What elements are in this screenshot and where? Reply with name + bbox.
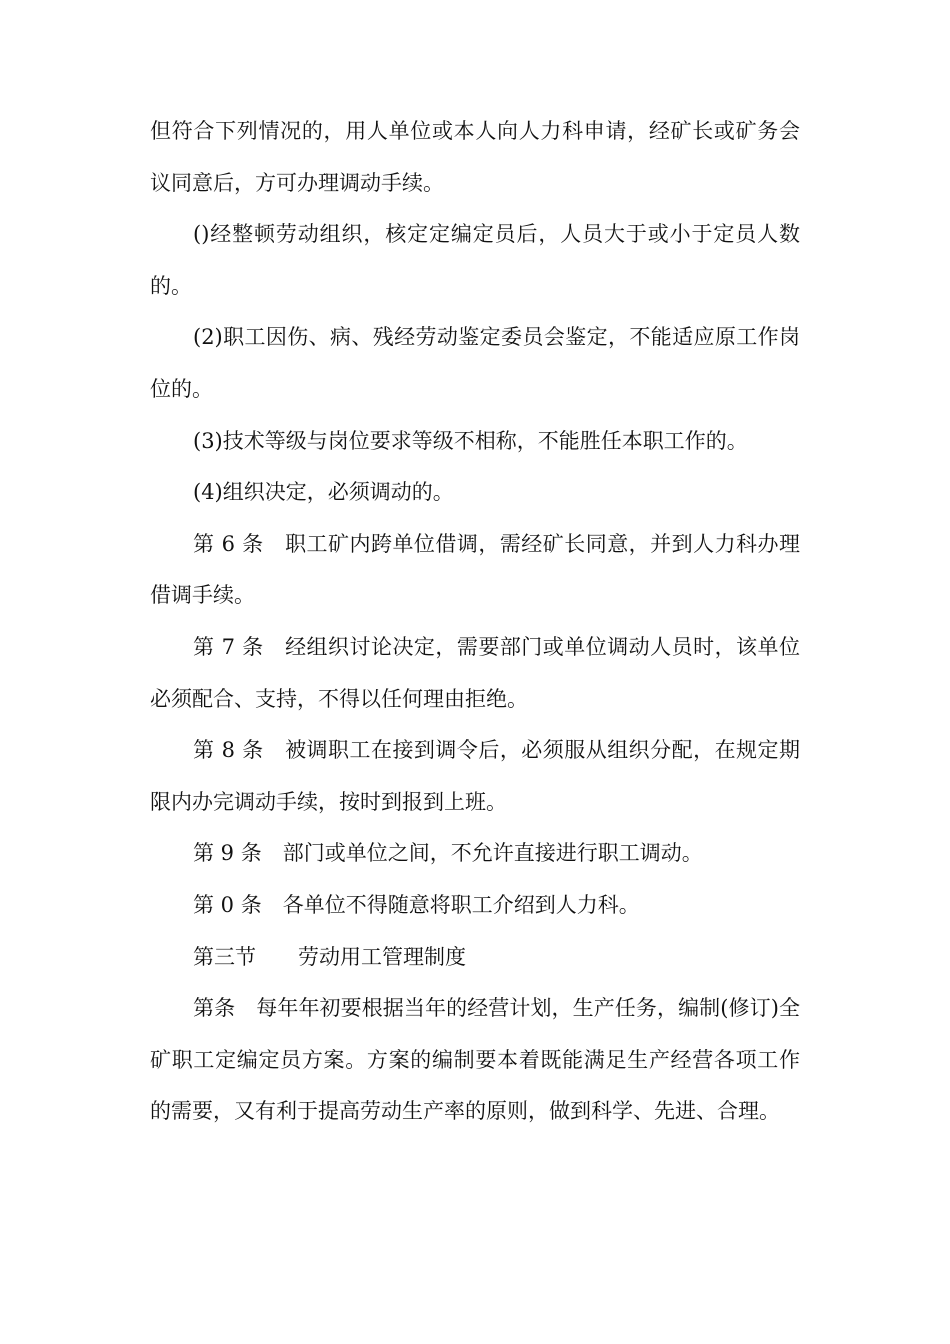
- paragraph-item-1: ()经整顿劳动组织，核定定编定员后，人员大于或小于定员人数的。: [150, 222, 800, 298]
- article-10: 第 0 条 各单位不得随意将职工介绍到人力科。: [193, 892, 640, 917]
- article-8: 第 8 条 被调职工在接到调令后，必须服从组织分配，在规定期限内办完调动手续，按时到报到上班。: [150, 738, 800, 814]
- article-6: 第 6 条 职工矿内跨单位借调，需经矿长同意，并到人力科办理借调手续。: [150, 531, 800, 608]
- section-heading: 第三节 劳动用工管理制度: [193, 944, 466, 969]
- paragraph-item-3: (3)技术等级与岗位要求等级不相称，不能胜任本职工作的。: [193, 428, 748, 453]
- paragraph-continuation: 但符合下列情况的，用人单位或本人向人力科申请，经矿长或矿务会议同意后，方可办理调动手续。: [150, 119, 800, 195]
- document-body: [150, 106, 800, 1138]
- article-9: 第 9 条 部门或单位之间，不允许直接进行职工调动。: [193, 841, 703, 866]
- article-11: 第条 每年年初要根据当年的经营计划，生产任务，编制(修订)全矿职工定编定员方案。方案的编制要本着既能满足生产经营各项工作的需要，又有利于提高劳动生产率的原则，做到科学、先进、合理。: [150, 996, 800, 1124]
- article-7: 第 7 条 经组织讨论决定，需要部门或单位调动人员时，该单位必须配合、支持，不得以任何理由拒绝。: [150, 634, 800, 711]
- paragraph-item-2: (2)职工因伤、病、残经劳动鉴定委员会鉴定，不能适应原工作岗位的。: [150, 325, 800, 401]
- paragraph-item-4: (4)组织决定，必须调动的。: [193, 480, 454, 505]
